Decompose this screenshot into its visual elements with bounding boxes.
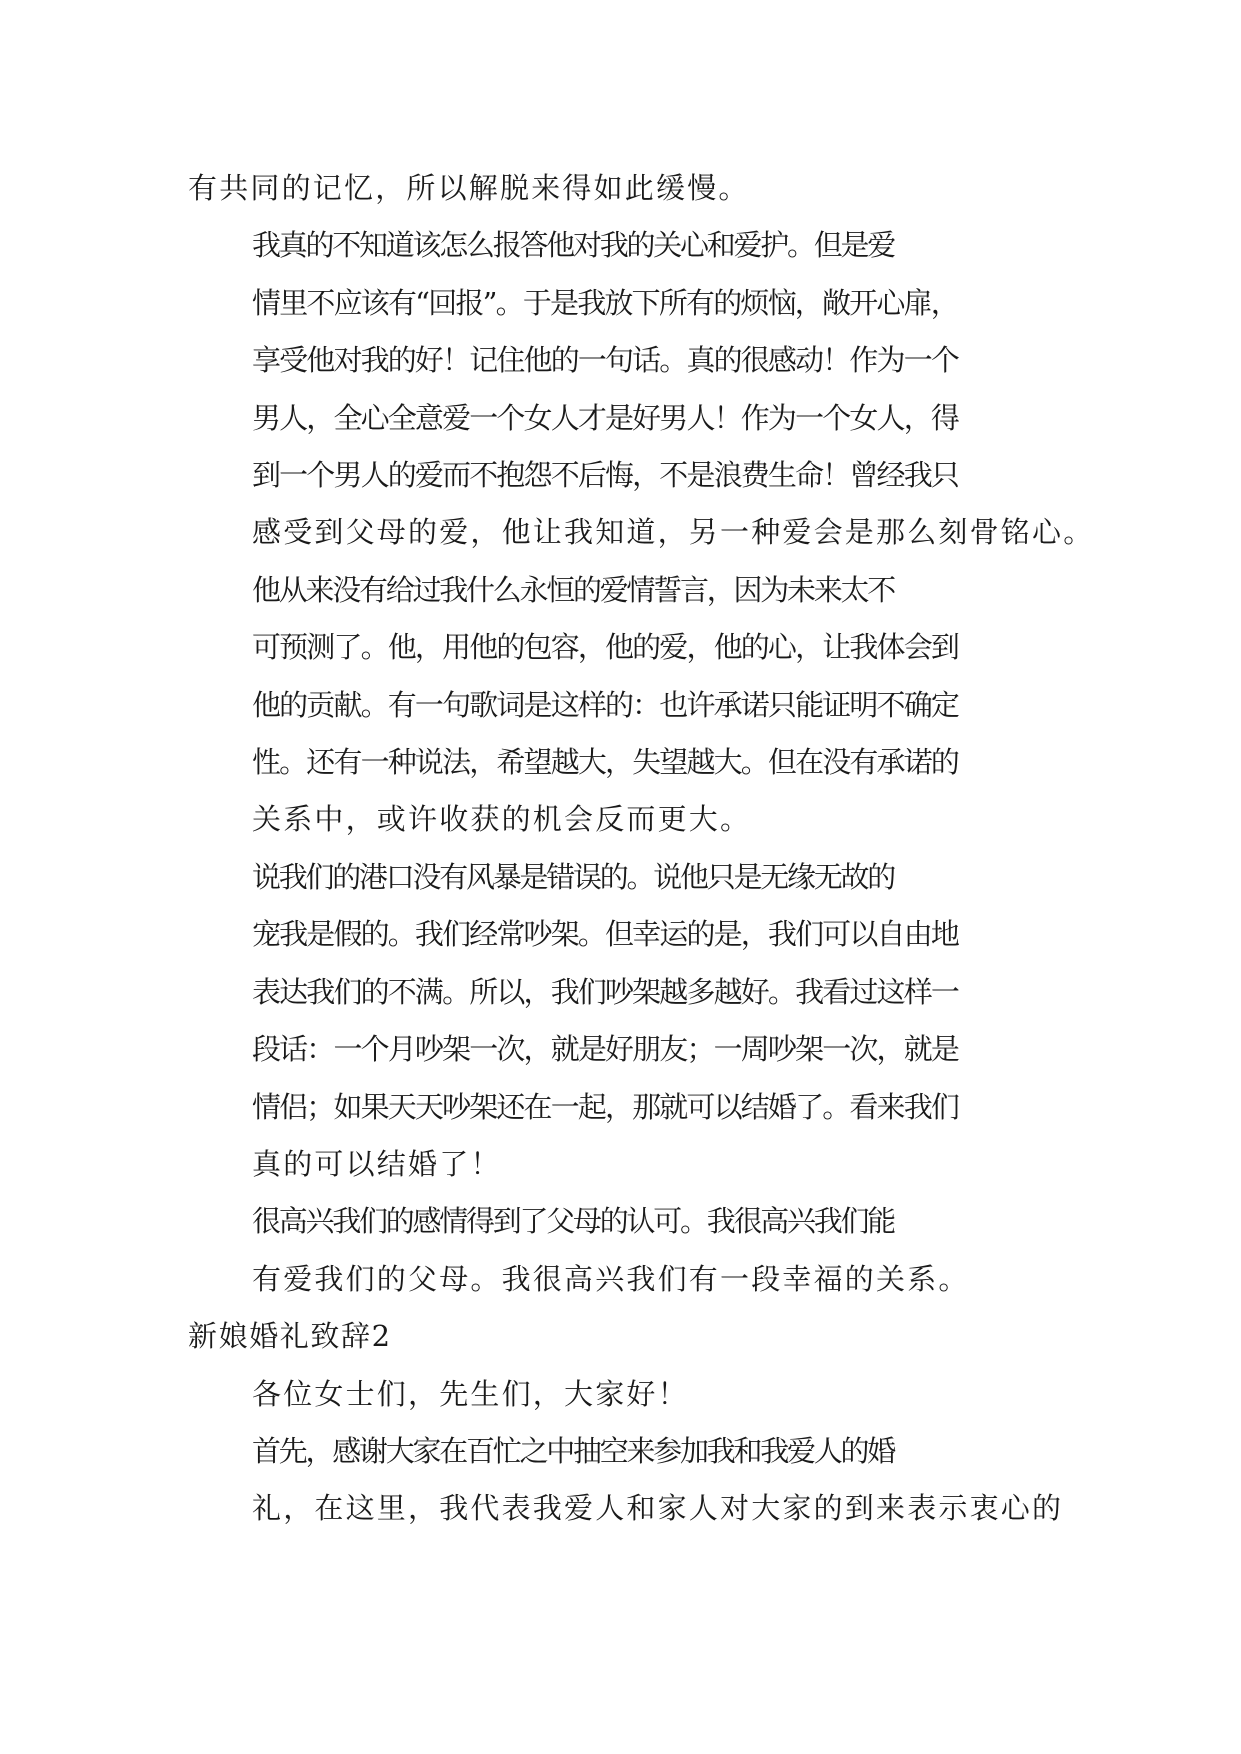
paragraph-line: 首先，感谢大家在百忙之中抽空来参加我和我爱人的婚	[252, 1433, 894, 1468]
document-body	[188, 160, 1095, 1538]
paragraph-line: 真的可以结婚了！	[252, 1146, 502, 1181]
paragraph-line: 情侣；如果天天吵架还在一起，那就可以结婚了。看来我们	[252, 1089, 958, 1124]
paragraph-line: 很高兴我们的感情得到了父母的认可。我很高兴我们能	[252, 1204, 894, 1239]
paragraph-line: 表达我们的不满。所以，我们吵架越多越好。我看过这样一	[252, 974, 958, 1009]
paragraph-line: 男人，全心全意爱一个女人才是好男人！作为一个女人，得	[252, 400, 958, 435]
paragraph-line: 有爱我们的父母。我很高兴我们有一段幸福的关系。	[252, 1261, 970, 1296]
paragraph-line: 性。还有一种说法，希望越大，失望越大。但在没有承诺的	[252, 745, 958, 780]
paragraph-line: 有共同的记忆，所以解脱来得如此缓慢。	[188, 171, 750, 205]
paragraph-line: 说我们的港口没有风暴是错误的。说他只是无缘无故的	[252, 859, 894, 894]
paragraph-line: 我真的不知道该怎么报答他对我的关心和爱护。但是爱	[252, 228, 894, 263]
paragraph	[188, 217, 1095, 561]
paragraph	[188, 1193, 1058, 1308]
paragraph-line: 享受他对我的好！记住他的一句话。真的很感动！作为一个	[252, 343, 958, 378]
section-heading: 新娘婚礼致辞2	[188, 1319, 392, 1354]
paragraph	[188, 849, 1058, 1193]
paragraph-line: 感受到父母的爱，他让我知道，另一种爱会是那么刻骨铭心。	[252, 515, 1095, 550]
paragraph-line: 情里不应该有“回报”。于是我放下所有的烦恼，敞开心扉，	[252, 285, 958, 320]
paragraph-line: 他从来没有给过我什么永恒的爱情誓言，因为未来太不	[252, 572, 894, 607]
paragraph	[188, 1366, 1058, 1423]
paragraph-line: 到一个男人的爱而不抱怨不后悔，不是浪费生命！曾经我只	[252, 458, 958, 493]
paragraph-line: 关系中，或许收获的机会反而更大。	[252, 802, 752, 837]
paragraph-line: 段话：一个月吵架一次，就是好朋友；一周吵架一次，就是	[252, 1032, 958, 1067]
paragraph	[188, 1423, 1064, 1538]
paragraph-line: 宠我是假的。我们经常吵架。但幸运的是，我们可以自由地	[252, 917, 958, 952]
paragraph-line: 礼，在这里，我代表我爱人和家人对大家的到来表示衷心的	[252, 1491, 1064, 1526]
paragraph-line: 各位女士们，先生们，大家好！	[252, 1376, 689, 1411]
paragraph	[188, 562, 1058, 849]
paragraph-line: 可预测了。他，用他的包容，他的爱，他的心，让我体会到	[252, 630, 958, 665]
paragraph-line: 他的贡献。有一句歌词是这样的：也许承诺只能证明不确定	[252, 687, 958, 722]
paragraph	[188, 160, 1058, 217]
